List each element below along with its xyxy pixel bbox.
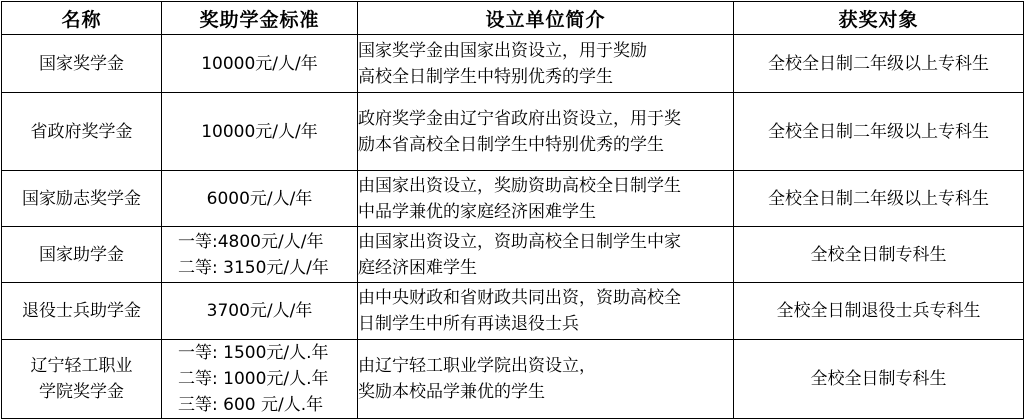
cell-name: [2, 35, 162, 93]
cell-target: 全校全日制专科生: [734, 340, 1024, 419]
name-line: 学院奖学金: [39, 382, 124, 402]
description-line: 中品学兼优的家庭经济困难学生: [358, 201, 596, 222]
description-line: 政府奖学金由辽宁省政府出资设立，用于奖: [358, 108, 681, 129]
cell-target: 全校全日制退役士兵专科生: [734, 283, 1024, 340]
description-line: 庭经济困难学生: [358, 257, 477, 278]
cell-name: [2, 227, 162, 283]
cell-name: [2, 283, 162, 340]
name-line: 国家助学金: [39, 244, 124, 265]
cell-standard: [162, 283, 358, 340]
description-line: 奖励本校品学兼优的学生: [358, 382, 545, 402]
description-line: 由国家出资设立，奖励资助高校全日制学生: [358, 175, 681, 196]
table-row: [2, 283, 1024, 340]
description-line: 高校全日制学生中特别优秀的学生: [358, 66, 613, 87]
cell-target: 全校全日制专科生: [734, 227, 1024, 283]
table-row: [2, 35, 1024, 93]
description-line: 由辽宁轻工职业学院出资设立，: [358, 356, 596, 376]
name-line: 退役士兵助学金: [22, 301, 141, 321]
cell-target: 全校全日制二年级以上专科生: [734, 171, 1024, 227]
table-row: [2, 340, 1024, 419]
cell-standard: [162, 171, 358, 227]
description-line: 由国家出资设立，资助高校全日制学生中家: [358, 231, 681, 252]
cell-description: [358, 227, 734, 283]
cell-description: [358, 340, 734, 419]
standard-line: 6000元/人/年: [206, 188, 313, 209]
standard-line: 10000元/人/年: [201, 121, 318, 142]
standard-line: 10000元/人/年: [201, 53, 318, 74]
cell-target: 全校全日制二年级以上专科生: [734, 93, 1024, 171]
cell-standard: [162, 227, 358, 283]
cell-description: [358, 93, 734, 171]
standard-line: 二等: 1000元/人.年: [178, 369, 329, 389]
table-row: [2, 93, 1024, 171]
header-standard: 奖助学金标准: [162, 2, 358, 35]
cell-standard: [162, 35, 358, 93]
table-row: [2, 227, 1024, 283]
header-name: 名称: [2, 2, 162, 35]
table-row: [2, 171, 1024, 227]
cell-standard: [162, 340, 358, 419]
standard-line: 三等: 600 元/人.年: [178, 395, 324, 415]
cell-description: [358, 35, 734, 93]
header-target: 获奖对象: [734, 2, 1024, 35]
standard-line: 二等: 3150元/人/年: [178, 257, 329, 278]
name-line: 国家励志奖学金: [22, 188, 141, 209]
name-line: 国家奖学金: [39, 53, 124, 74]
cell-target: 全校全日制二年级以上专科生: [734, 35, 1024, 93]
cell-name: [2, 171, 162, 227]
standard-line: 3700元/人/年: [206, 301, 313, 321]
cell-name: [2, 93, 162, 171]
standard-line: 一等:4800元/人/年: [178, 231, 324, 252]
scholarship-table: [1, 1, 1024, 419]
standard-line: 一等: 1500元/人.年: [178, 343, 329, 363]
cell-name: [2, 340, 162, 419]
cell-description: [358, 171, 734, 227]
name-line: 辽宁轻工职业: [30, 356, 133, 376]
cell-description: [358, 283, 734, 340]
header-row: [2, 2, 1024, 35]
header-description: 设立单位简介: [358, 2, 734, 35]
description-line: 国家奖学金由国家出资设立，用于奖励: [358, 40, 647, 61]
cell-standard: [162, 93, 358, 171]
description-line: 励本省高校全日制学生中特别优秀的学生: [358, 134, 664, 155]
name-line: 省政府奖学金: [30, 121, 133, 142]
description-line: 由中央财政和省财政共同出资，资助高校全: [358, 288, 681, 308]
description-line: 日制学生中所有再读退役士兵: [358, 314, 579, 334]
